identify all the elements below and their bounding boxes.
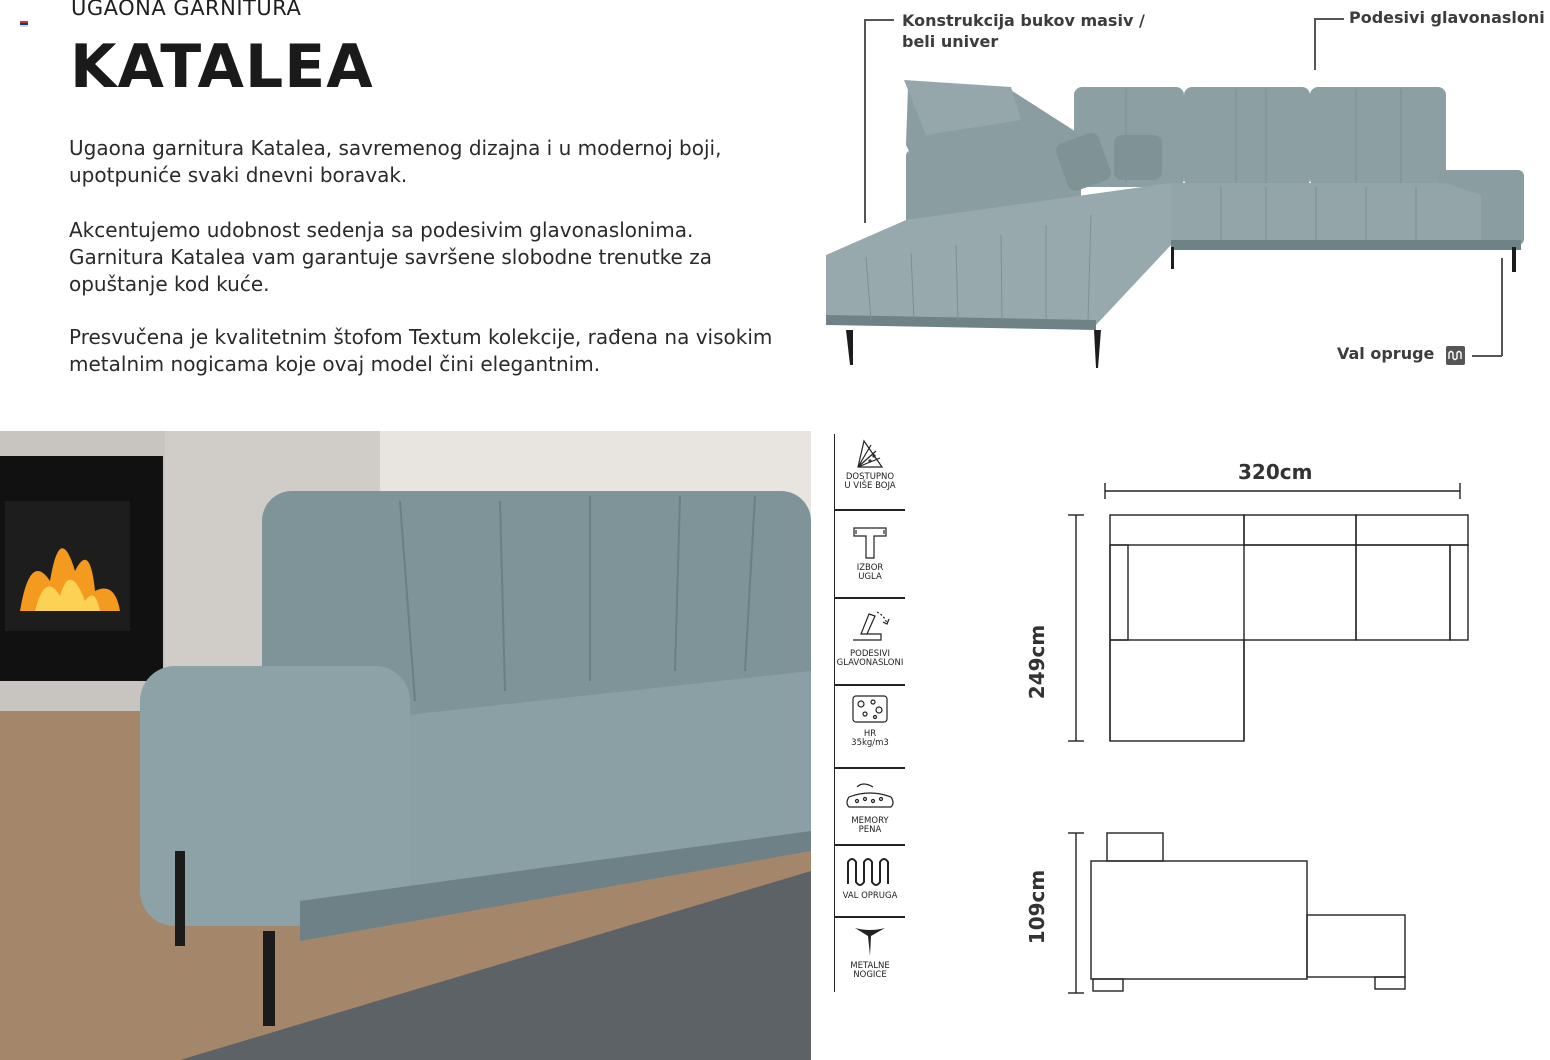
feature-separator [835, 767, 905, 769]
description-line: metalnim nogicama koje ovaj model čini elegantnim. [69, 352, 601, 376]
callout-leader-line [864, 19, 894, 21]
description-line: Presvučena je kvalitetnim štofom Textum kolekcije, rađena na visokim [69, 325, 773, 349]
feature-separator [835, 844, 905, 846]
language-flag-icon [20, 21, 28, 27]
feature-separator [835, 597, 905, 599]
description-paragraph-3 [69, 324, 789, 378]
callout-line: Konstrukcija bukov masiv / [902, 11, 1145, 30]
springs-callout: Val opruge [1337, 344, 1435, 363]
feature-foam [835, 692, 905, 748]
feature-label: U VIŠE BOJA [844, 481, 896, 491]
construction-callout [902, 10, 1172, 52]
feature-label: HR [863, 729, 877, 739]
feature-headrest [835, 606, 905, 668]
feature-label: PODESIVI [850, 649, 890, 659]
description-paragraph-1 [69, 135, 789, 189]
feature-metal-legs [835, 924, 905, 980]
feature-label: GLAVONASLONI [836, 658, 904, 668]
description-line: opuštanje kod kuće. [69, 272, 270, 296]
description-line: Garnitura Katalea vam garantuje savršene slobodne trenutke za [69, 245, 712, 269]
foam-block-icon [851, 692, 889, 726]
product-category: UGAONA GARNITURA [71, 0, 302, 20]
feature-label: METALNE [850, 961, 890, 971]
feature-icon-list [834, 434, 904, 992]
feature-label: UGLA [858, 572, 882, 582]
feature-label: PENA [858, 825, 882, 835]
feature-label: VAL OPRUGA [842, 891, 898, 901]
living-room-photo [0, 431, 811, 1060]
feature-label: IZBOR [856, 563, 884, 573]
callout-leader-line [1314, 18, 1344, 20]
dimension-drawing [1060, 475, 1480, 1005]
color-swatch-fan-icon [854, 439, 886, 469]
metal-leg-icon [851, 924, 889, 958]
depth-dimension-label: 249cm [1025, 624, 1050, 700]
description-paragraph-2 [69, 217, 789, 298]
feature-wave-springs [835, 856, 905, 901]
description-line: upotpuniće svaki dnevni boravak. [69, 163, 408, 187]
corner-sofa-image [826, 75, 1526, 375]
headrests-callout: Podesivi glavonasloni [1349, 8, 1545, 27]
width-dimension-label: 320cm [1238, 460, 1313, 484]
feature-colors [835, 439, 905, 491]
description-line: Ugaona garnitura Katalea, savremenog dizajna i u modernoj boji, [69, 136, 722, 160]
feature-corner [835, 524, 905, 582]
feature-separator [835, 684, 905, 686]
callout-leader-line [1314, 18, 1316, 70]
feature-label: DOSTUPNO [845, 472, 895, 482]
wave-spring-icon [844, 856, 896, 888]
feature-label: MEMORY [851, 816, 889, 826]
adjustable-headrest-icon [847, 606, 893, 646]
height-dimension-label: 109cm [1025, 869, 1050, 945]
callout-line: beli univer [902, 32, 999, 51]
memory-foam-icon [843, 779, 897, 813]
corner-choice-icon [852, 524, 888, 560]
feature-label: 35kg/m3 [851, 738, 889, 748]
description-line: Akcentujemo udobnost sedenja sa podesivim glavonaslonima. [69, 218, 694, 242]
product-title: KATALEA [70, 32, 374, 102]
feature-label: NOGICE [853, 970, 887, 980]
feature-memory-foam [835, 779, 905, 835]
feature-separator [835, 509, 905, 511]
feature-separator [835, 916, 905, 918]
